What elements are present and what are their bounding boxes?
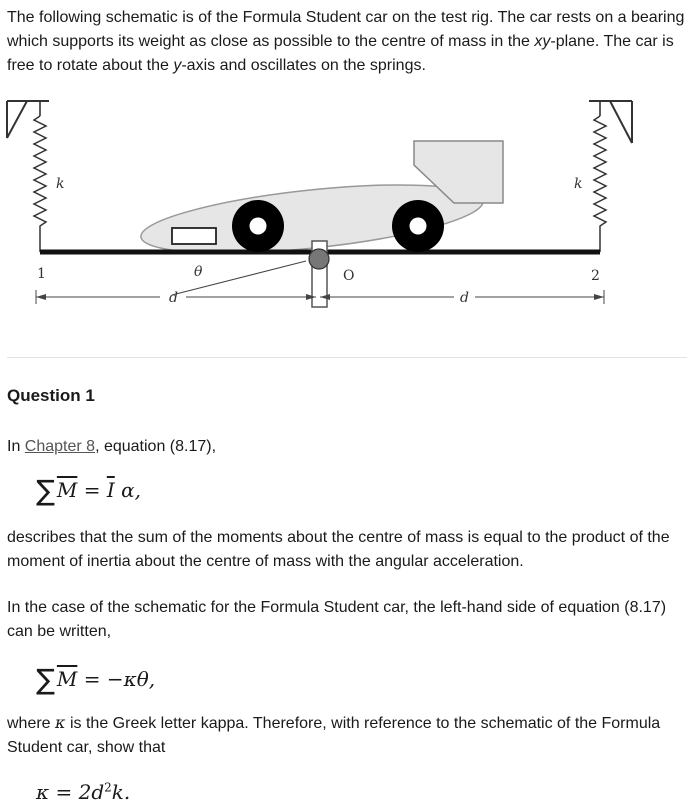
rotation-line bbox=[172, 261, 306, 295]
question-paragraph-2: describes that the sum of the moments about the centre of mass is equal to the product of the moment of inertia about the centre of mass with the angular acceleration. bbox=[7, 529, 670, 570]
eq1-inertia: $\overline{I}$ bbox=[106, 478, 115, 502]
sum-symbol-2: ∑ bbox=[36, 663, 55, 696]
equation-kappa bbox=[36, 780, 130, 804]
distance-d-left-label: d bbox=[169, 290, 178, 306]
chapter-8-link[interactable]: Chapter 8 bbox=[24, 438, 96, 455]
distance-d-right-label: d bbox=[460, 290, 469, 306]
intro-text-2: -plane. The car is free to rotate about the bbox=[7, 33, 674, 74]
left-support bbox=[7, 101, 49, 138]
rear-wheel bbox=[392, 200, 444, 252]
question-paragraph-1 bbox=[7, 435, 687, 459]
left-spring bbox=[34, 116, 46, 252]
eq1-equals: = bbox=[77, 478, 107, 502]
test-rig-schematic bbox=[0, 90, 692, 322]
spring-k-left-label: k bbox=[56, 176, 65, 192]
equation-moment-sum bbox=[36, 663, 155, 696]
eq1-alpha: α, bbox=[114, 478, 141, 502]
eq3-lhs: κ = 2d bbox=[36, 780, 105, 804]
intro-paragraph bbox=[7, 6, 687, 78]
spring-k-right-label: k bbox=[574, 176, 583, 192]
question-paragraph-3: In the case of the schematic for the Formula Student car, the left-hand side of equation (8.17) can be written, bbox=[7, 599, 667, 640]
point-2-label: 2 bbox=[591, 268, 600, 284]
intro-y: y bbox=[173, 57, 182, 74]
equation-8-17 bbox=[36, 474, 141, 507]
p4-kappa: κ bbox=[55, 713, 66, 732]
point-1-label: 1 bbox=[37, 266, 46, 282]
intro-text-3: -axis and oscillates on the springs. bbox=[181, 57, 426, 74]
right-support bbox=[589, 101, 632, 143]
p4-pre: where bbox=[7, 715, 56, 732]
eq3-exponent: 2 bbox=[104, 780, 112, 795]
sidepod-block bbox=[172, 228, 216, 244]
intro-text-1: The following schematic is of the Formula Student car on the test rig. The car rests on a bearing which supports its weight as close as possible to the centre of mass in the bbox=[7, 9, 685, 50]
intro-xy: xy bbox=[534, 33, 551, 50]
p1-pre: In bbox=[7, 438, 25, 455]
section-divider bbox=[7, 357, 687, 358]
pivot-o-label: O bbox=[343, 268, 355, 284]
question-heading: Question 1 bbox=[7, 386, 95, 405]
front-wheel bbox=[232, 200, 284, 252]
eq2-moment: $\overline{M}$ bbox=[56, 667, 78, 691]
sum-symbol: ∑ bbox=[36, 474, 55, 507]
eq3-rhs: k. bbox=[111, 780, 131, 804]
question-paragraph-4 bbox=[7, 711, 687, 760]
p1-post: , equation (8.17), bbox=[95, 438, 217, 455]
right-spring bbox=[594, 116, 606, 252]
p4-post: is the Greek letter kappa. Therefore, with reference to the schematic of the Formula Student car, show that bbox=[7, 715, 661, 756]
angle-theta-label: θ bbox=[194, 264, 203, 280]
eq1-moment: $\overline{M}$ bbox=[56, 478, 78, 502]
eq2-rhs: = −κθ, bbox=[77, 667, 156, 691]
